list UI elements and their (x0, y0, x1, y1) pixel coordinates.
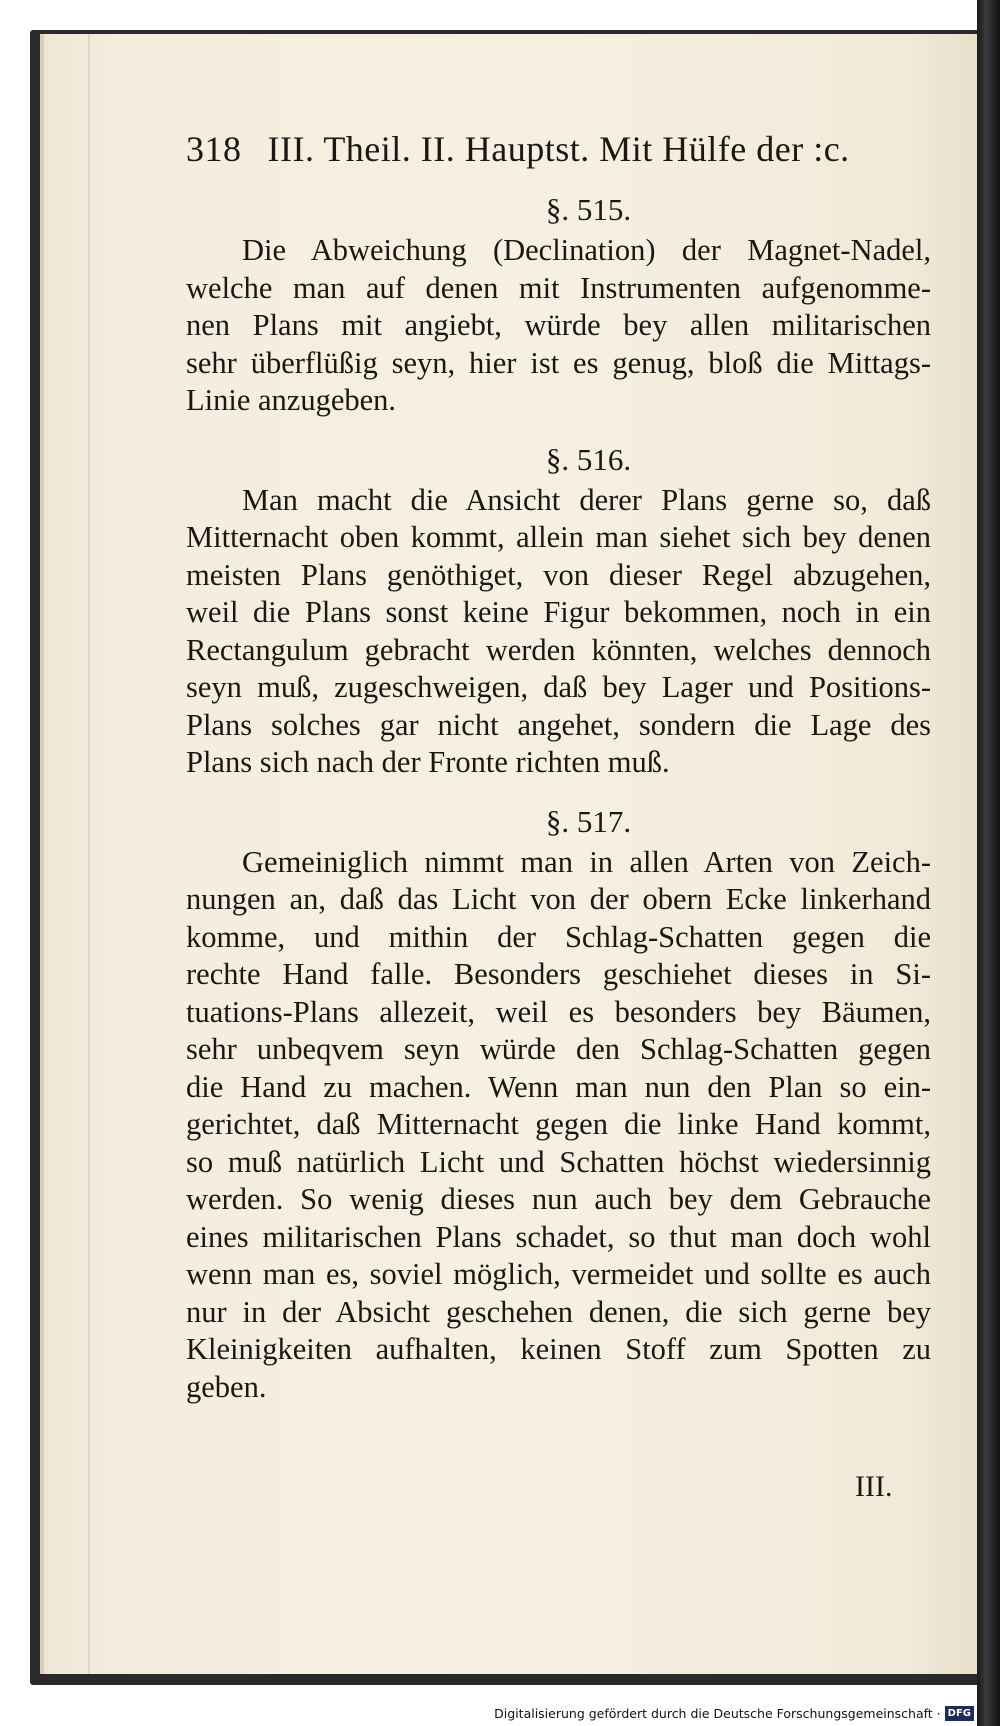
dfg-logo: DFG (945, 1706, 974, 1721)
text-line: Plans solches gar nicht angehet, sondern die Lage des (186, 707, 931, 742)
text-line: nur in der Absicht geschehen denen, die sich gerne bey (186, 1294, 931, 1329)
section-mark: §. 516. (545, 441, 632, 477)
text-line: tuations-Plans allezeit, weil es besonders bey Bäumen, (186, 994, 931, 1029)
running-title: III. Theil. II. Hauptst. Mit Hülfe der :c. (267, 129, 850, 169)
text-line: weil die Plans sonst keine Figur bekommen, noch in ein (186, 595, 931, 629)
section-mark: §. 517. (545, 803, 632, 839)
text-line: geben. (186, 1369, 267, 1404)
text-line: Die Abweichung (Declination) der Magnet-Nadel, (242, 233, 931, 267)
paragraph (186, 844, 931, 1407)
text-line: die Hand zu machen. Wenn man nun den Plan so ein- (186, 1069, 931, 1104)
page-text (186, 128, 931, 1424)
text-line: eines militarischen Plans schadet, so thut man doch wohl (186, 1219, 931, 1254)
text-line: sehr überflüßig seyn, hier ist es genug, bloß die Mittags- (186, 345, 931, 380)
footer-text: Digitalisierung gefördert durch die Deutsche Forschungsgemeinschaft · (494, 1706, 941, 1721)
text-line: rechte Hand falle. Besonders geschiehet dieses in Si- (186, 957, 931, 991)
catchword: III. (855, 1470, 893, 1503)
text-line: sehr unbeqvem seyn würde den Schlag-Schatten gegen (186, 1032, 931, 1066)
text-line: welche man auf denen mit Instrumenten aufgenomme- (186, 270, 931, 305)
page-gutter (88, 34, 90, 1674)
text-line: Linie anzugeben. (186, 383, 397, 417)
sections-container (186, 188, 931, 1406)
running-header (186, 128, 931, 184)
text-line: Man macht die Ansicht derer Plans gerne so, daß (242, 482, 931, 517)
text-line: Rectangulum gebracht werden könnten, welches dennoch (186, 632, 931, 667)
text-line: meisten Plans genöthiget, von dieser Regel abzugehen, (186, 557, 931, 592)
text-line: nungen an, daß das Licht von der obern Ecke linkerhand (186, 882, 931, 916)
digitization-footer (494, 1706, 974, 1721)
text-line: Mitternacht oben kommt, allein man siehet sich bey denen (186, 520, 931, 554)
text-line: seyn muß, zugeschweigen, daß bey Lager und Positions- (186, 670, 931, 704)
text-line: Gemeiniglich nimmt man in allen Arten von Zeich- (242, 844, 931, 879)
section-mark: §. 515. (545, 192, 632, 227)
text-line: wenn man es, soviel möglich, vermeidet und sollte es auch (186, 1257, 931, 1291)
text-line: Kleinigkeiten aufhalten, keinen Stoff zum Spotten zu (186, 1332, 931, 1366)
text-line: gerichtet, daß Mitternacht gegen die linke Hand kommt, (186, 1107, 931, 1141)
text-line: Plans sich nach der Fronte richten muß. (186, 745, 670, 779)
text-line: komme, und mithin der Schlag-Schatten gegen die (186, 919, 931, 954)
scanner-edge (977, 0, 1000, 1726)
page-number: 318 (186, 129, 242, 169)
text-line: werden. So wenig dieses nun auch bey dem Gebrauche (186, 1182, 931, 1216)
paragraph (186, 482, 931, 782)
paragraph (186, 232, 931, 420)
text-line: so muß natürlich Licht und Schatten höchst wiedersinnig (186, 1144, 931, 1179)
text-line: nen Plans mit angiebt, würde bey allen militarischen (186, 308, 931, 342)
